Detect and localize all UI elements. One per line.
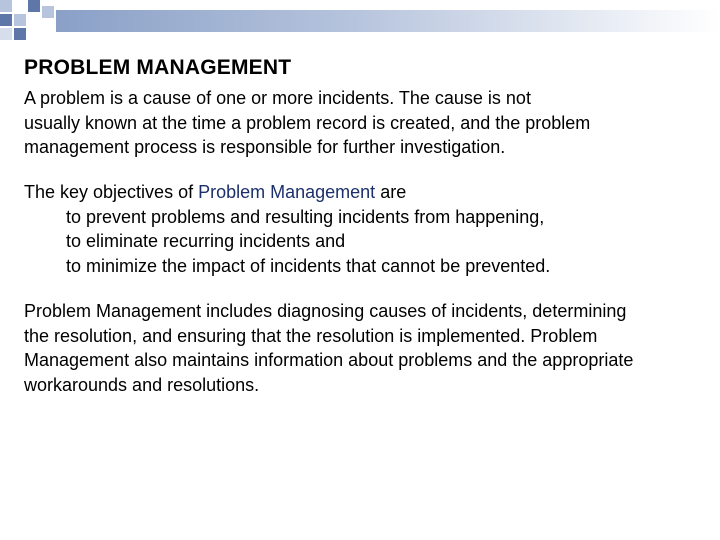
deco-square (0, 14, 12, 26)
objectives-intro (24, 180, 550, 205)
intro-highlight: Problem Management (198, 182, 376, 202)
deco-square (14, 0, 26, 12)
header-gradient-bar (56, 10, 720, 32)
text-line: the resolution, and ensuring that the resolution is implemented. Problem (24, 325, 598, 346)
objective-item: to prevent problems and resulting incidents from happening, (66, 206, 545, 227)
objective-item: to eliminate recurring incidents and (66, 231, 346, 251)
slide-title: PROBLEM MANAGEMENT (24, 56, 292, 79)
deco-square (14, 14, 26, 26)
deco-square (14, 28, 26, 40)
deco-square (0, 0, 12, 12)
text-line: Management also maintains information about problems and the appropriate (24, 350, 634, 370)
text-line: workarounds and resolutions. (24, 374, 260, 395)
deco-square (0, 28, 12, 40)
text-line: A problem is a cause of one or more incidents. The cause is not (24, 88, 531, 108)
text-line: management process is responsible for further investigation. (24, 137, 506, 157)
intro-prefix: The key objectives of (24, 182, 199, 202)
corner-decoration (0, 0, 60, 44)
text-line: usually known at the time a problem record is created, and the problem (24, 112, 591, 133)
intro-suffix: are (375, 182, 407, 202)
deco-square (42, 6, 54, 18)
definition-paragraph (24, 86, 590, 160)
objective-item: to minimize the impact of incidents that cannot be prevented. (66, 255, 551, 276)
objectives-paragraph (24, 180, 550, 278)
deco-square (28, 0, 40, 12)
scope-paragraph (24, 299, 633, 397)
text-line: Problem Management includes diagnosing causes of incidents, determining (24, 301, 627, 321)
deco-square (28, 14, 40, 26)
